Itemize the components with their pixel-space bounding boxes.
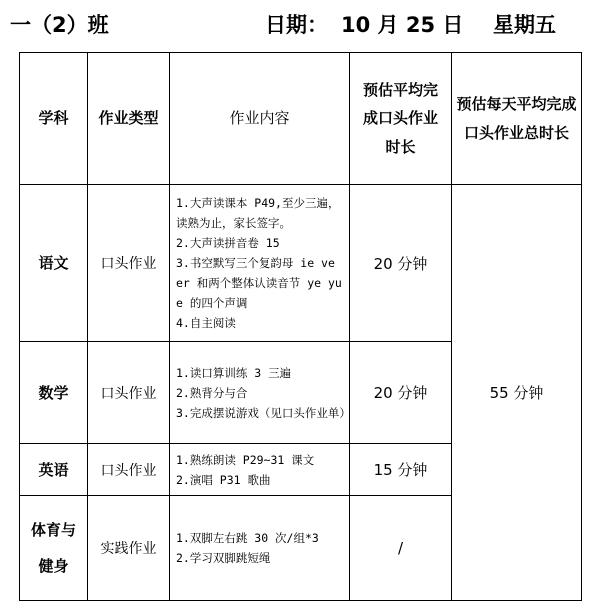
content-cell [170,444,350,496]
page-header [0,0,601,44]
content-line: 1.读口算训练 3 三遍 [176,365,292,380]
col-header-type: 作业类型 [88,53,170,185]
weekday: 星期五 [493,13,556,37]
date-value: 10 月 25 日 [341,13,464,37]
content-line: 1.大声读课本 P49,至少三遍，读熟为止，家长签字。 [176,196,340,230]
content-cell [170,185,350,342]
table-row [20,185,582,342]
col-header-total-duration: 预估每天平均完成口头作业总时长 [452,53,582,185]
type-cell: 口头作业 [88,342,170,444]
subject-cell: 语文 [20,185,88,342]
content-line: 2.演唱 P31 歌曲 [176,472,271,487]
date-label: 日期： [265,13,328,37]
duration-cell: 20 分钟 [350,342,452,444]
content-line: 2.熟背分与合 [176,385,248,400]
content-line: 4.自主阅读 [176,316,236,330]
content-line: 2.大声读拼音卷 15 [176,236,280,250]
header-row [20,53,582,185]
col-header-content: 作业内容 [170,53,350,185]
class-name: 一（2）班 [10,13,109,37]
homework-table [19,52,582,601]
content-line: 1.双脚左右跳 30 次/组*3 [176,531,319,545]
subject-cell: 英语 [20,444,88,496]
subject-cell: 体育与健身 [20,496,88,601]
duration-cell: / [350,496,452,601]
content-cell [170,496,350,601]
duration-cell: 20 分钟 [350,185,452,342]
col-header-subject: 学科 [20,53,88,185]
content-cell [170,342,350,444]
total-duration-cell: 55 分钟 [452,185,582,601]
type-cell: 口头作业 [88,185,170,342]
type-cell: 口头作业 [88,444,170,496]
content-line: 3.书空默写三个复韵母 ie ve er 和两个整体认读音节 ye yue 的四个声调 [176,256,342,310]
type-cell: 实践作业 [88,496,170,601]
content-line: 1.熟练朗读 P29~31 课文 [176,452,315,467]
subject-cell: 数学 [20,342,88,444]
col-header-avg-duration: 预估平均完成口头作业时长 [350,53,452,185]
content-line: 2.学习双脚跳短绳 [176,551,271,565]
duration-cell: 15 分钟 [350,444,452,496]
content-line: 3.完成摆说游戏（见口头作业单） [176,405,351,420]
